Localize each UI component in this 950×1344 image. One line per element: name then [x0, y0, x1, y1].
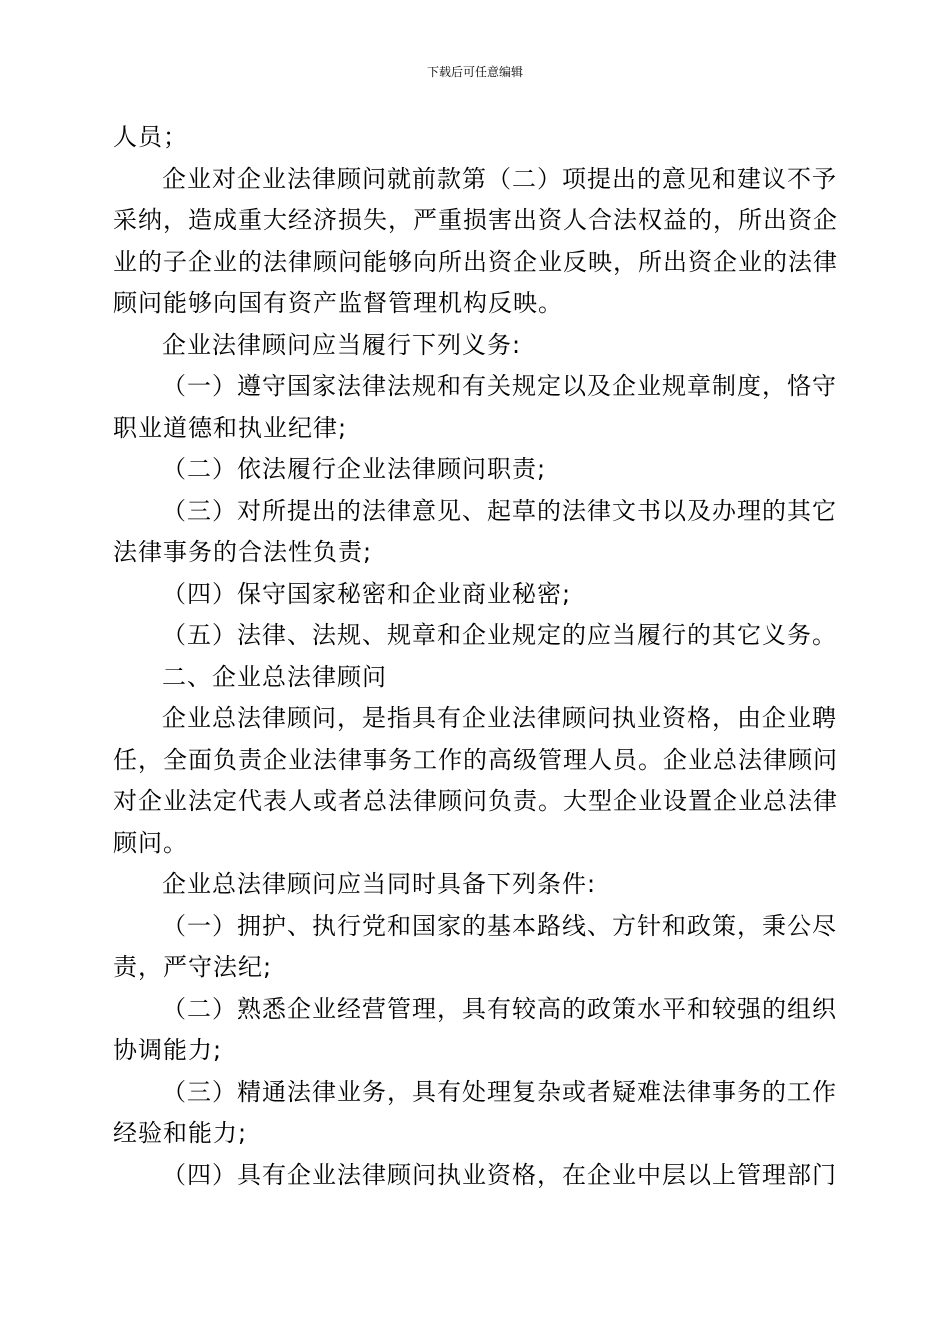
text-line: （四）保守国家秘密和企业商业秘密;: [162, 579, 572, 608]
text-line: 对企业法定代表人或者总法律顾问负责。大型企业设置企业总法律: [113, 787, 838, 815]
text-line: 企业总法律顾问，是指具有企业法律顾问执业资格，由企业聘: [162, 704, 837, 732]
document-body: [113, 117, 858, 1196]
text-line: 顾问能够向国有资产监督管理机构反映。: [113, 289, 563, 317]
text-line: 企业总法律顾问应当同时具备下列条件:: [162, 870, 597, 898]
text-line: 顾问。: [113, 828, 188, 857]
text-line: 经验和能力;: [113, 1119, 248, 1147]
text-line: 法律事务的合法性负责;: [113, 538, 373, 566]
text-line: 采纳，造成重大经济损失，严重损害出资人合法权益的，所出资企: [113, 206, 838, 234]
page-header: 下载后可任意编辑: [426, 65, 523, 79]
text-line: 企业法律顾问应当履行下列义务:: [162, 330, 522, 359]
text-line: （四）具有企业法律顾问执业资格，在企业中层以上管理部门: [162, 1160, 837, 1189]
text-line: （一）拥护、执行党和国家的基本路线、方针和政策，秉公尽: [162, 911, 837, 940]
text-line: （三）精通法律业务，具有处理复杂或者疑难法律事务的工作: [162, 1077, 837, 1106]
text-line: 协调能力;: [113, 1036, 223, 1064]
text-line: 责，严守法纪;: [113, 953, 273, 981]
text-line: （一）遵守国家法律法规和有关规定以及企业规章制度，恪守: [162, 372, 837, 400]
text-line: （五）法律、法规、规章和企业规定的应当履行的其它义务。: [162, 621, 837, 649]
section-heading: 二、企业总法律顾问: [162, 662, 387, 691]
text-line: 业的子企业的法律顾问能够向所出资企业反映，所出资企业的法律: [113, 247, 838, 276]
text-line: （三）对所提出的法律意见、起草的法律文书以及办理的其它: [162, 496, 837, 525]
text-line: 任，全面负责企业法律事务工作的高级管理人员。企业总法律顾问: [113, 745, 838, 774]
text-line: （二）依法履行企业法律顾问职责;: [162, 455, 547, 483]
text-line: （二）熟悉企业经营管理，具有较高的政策水平和较强的组织: [162, 994, 837, 1023]
text-line: 企业对企业法律顾问就前款第（二）项提出的意见和建议不予: [162, 164, 837, 193]
text-line: 职业道德和执业纪律;: [113, 413, 348, 442]
text-line: 人员；: [113, 123, 188, 151]
